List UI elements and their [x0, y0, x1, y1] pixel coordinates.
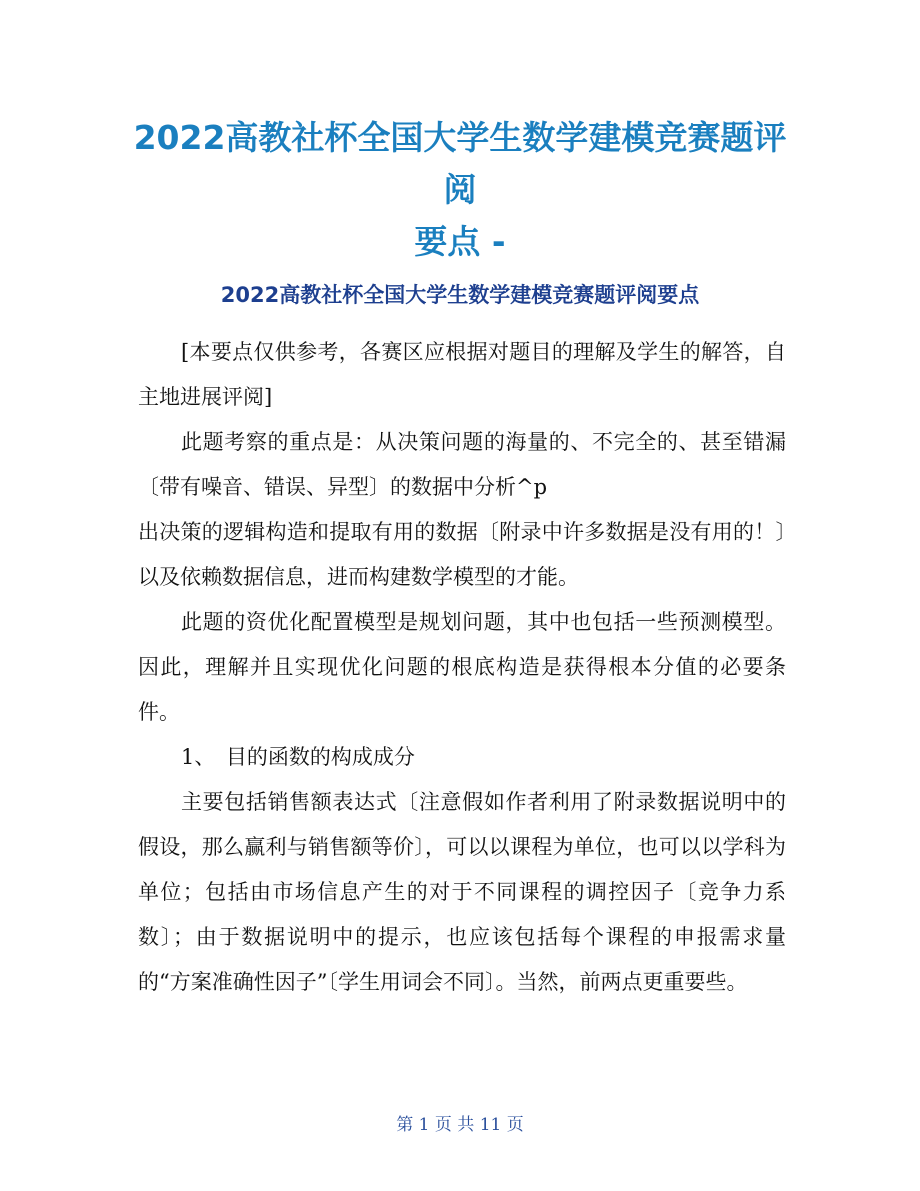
paragraph-focus-continued: 出决策的逻辑构造和提取有用的数据〔附录中许多数据是没有用的！〕以及依赖数据信息，进而构建数学模型的才能。 [138, 520, 786, 589]
paragraph-objective: 主要包括销售额表达式〔注意假如作者利用了附录数据说明中的假设，那么赢利与销售额等价〕，可以以课程为单位，也可以以学科为单位；包括由市场信息产生的对于不同课程的调控因子〔竞争力系数〕；由于数据说明中的提示，也应该包括每个课程的申报需求量的“方案准确性因子”〔学生用词会不同〕。当然，前两点更重要些。 [138, 790, 786, 994]
page-footer: 第 1 页 共 11 页 [396, 1115, 524, 1135]
paragraph-model: 此题的资优化配置模型是规划问题，其中也包括一些预测模型。因此，理解并且实现优化问题的根底构造是获得根本分值的必要条件。 [138, 610, 786, 724]
document-title-line-2: 要点 - [414, 222, 506, 261]
document-subtitle: 2022高教社杯全国大学生数学建模竞赛题评阅要点 [220, 283, 700, 307]
document-body [138, 330, 786, 1005]
paragraph-focus: 此题考察的重点是：从决策问题的海量的、不完全的、甚至错漏〔带有噪音、错误、异型〕的数据中分析^p [138, 430, 786, 499]
document-title-line-1: 2022高教社杯全国大学生数学建模竞赛题评阅 [133, 118, 787, 209]
section-heading-objective: 1、 目的函数的构成成分 [181, 745, 415, 769]
document-title [120, 112, 800, 268]
paragraph-note: [本要点仅供参考，各赛区应根据对题目的理解及学生的解答，自主地进展评阅] [138, 340, 786, 409]
